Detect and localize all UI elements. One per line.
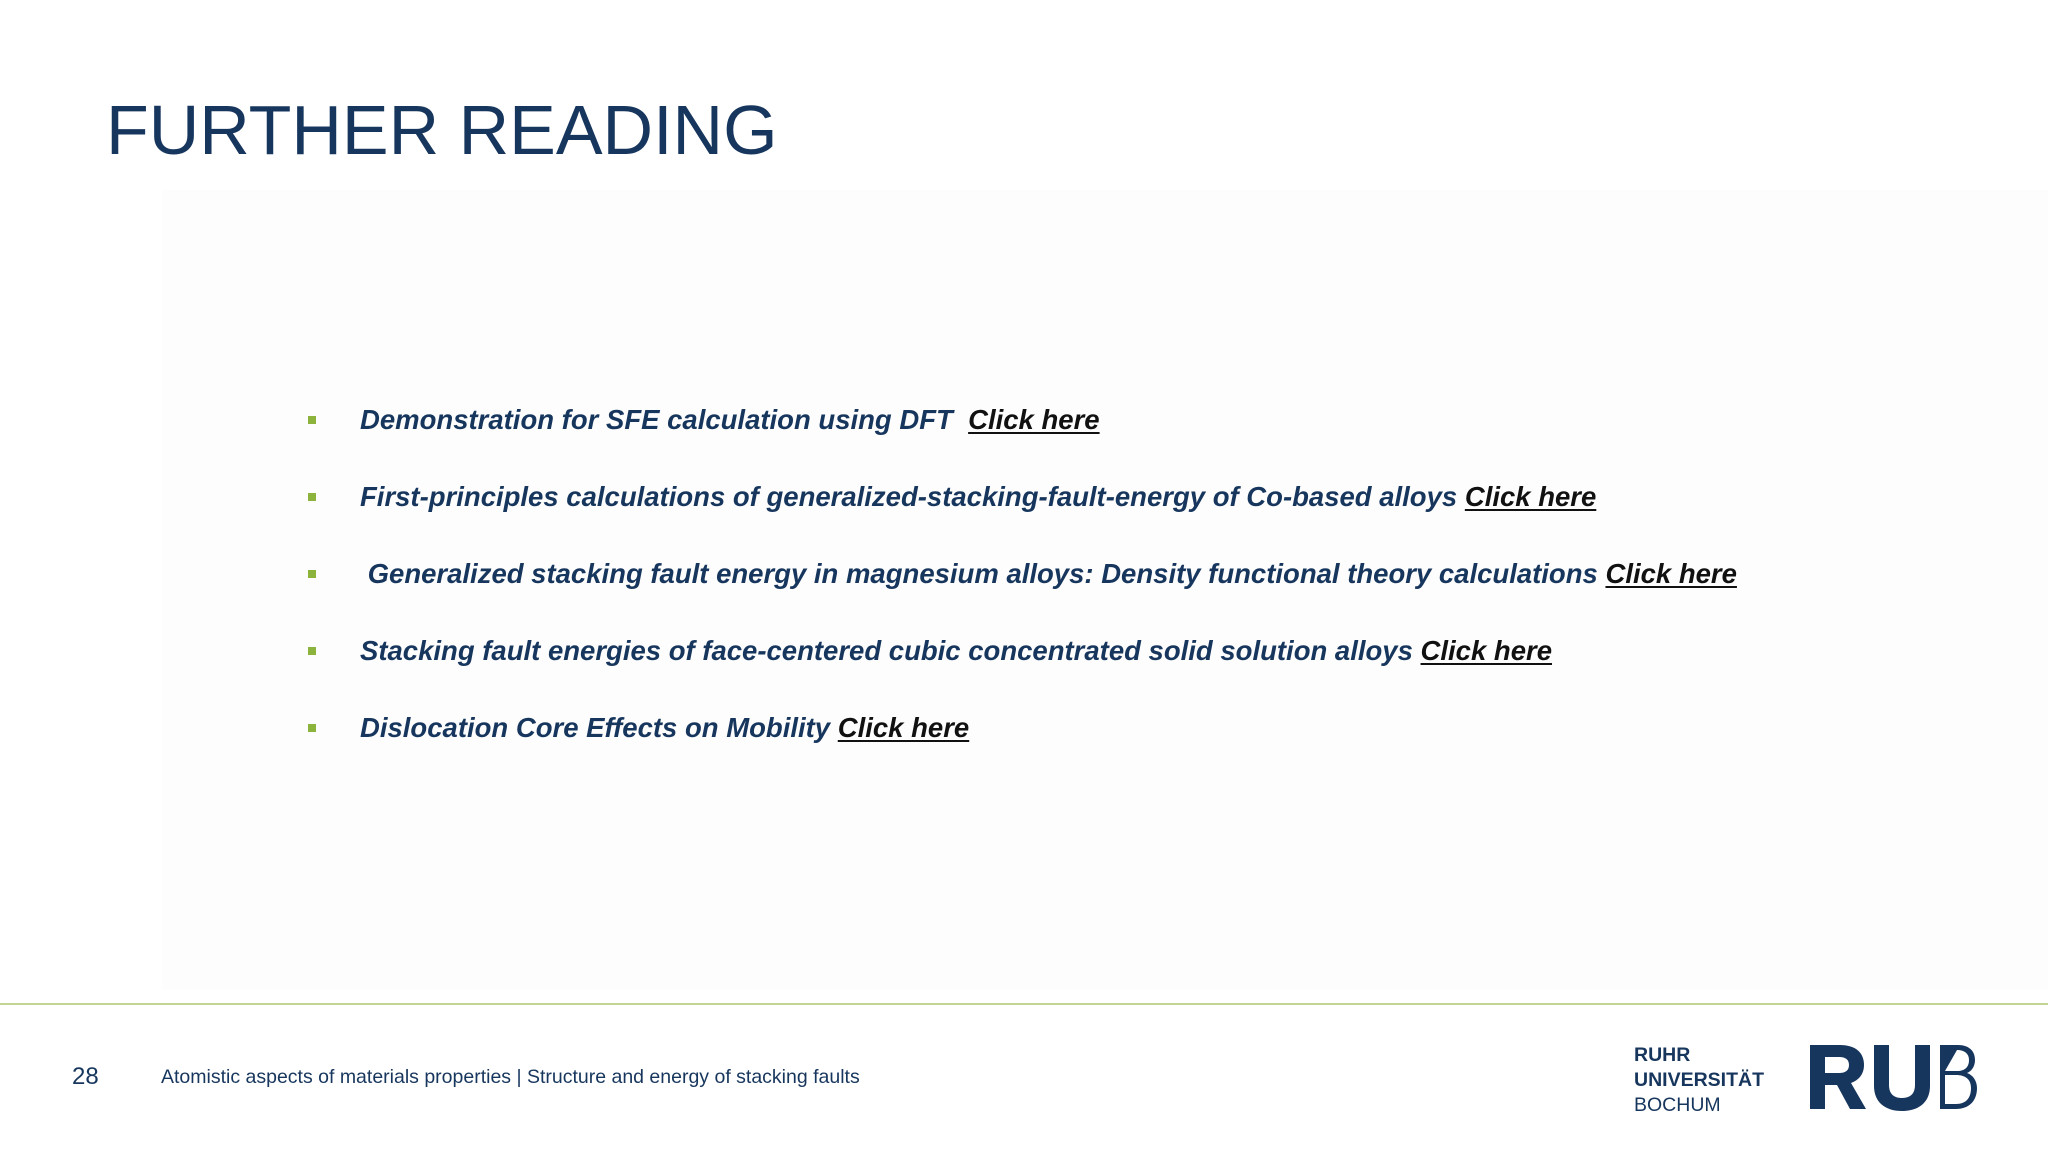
slide-title: FURTHER READING	[106, 91, 778, 169]
click-here-link[interactable]: Click here	[837, 712, 970, 743]
reading-item-label: Generalized stacking fault energy in magnesium alloys: Density functional theory calculations	[360, 558, 1606, 589]
reading-item	[308, 554, 2008, 594]
click-here-link[interactable]: Click here	[968, 404, 1100, 435]
reading-item	[308, 708, 2008, 748]
content-area	[162, 190, 2048, 990]
reading-item-text	[360, 631, 1552, 671]
reading-item-label: Dislocation Core Effects on Mobility	[360, 712, 838, 743]
reading-item	[308, 400, 2008, 440]
reading-item-label: First-principles calculations of generalized-stacking-fault-energy of Co-based alloys	[360, 481, 1465, 512]
reading-item-text	[360, 477, 1596, 517]
logo-line-universitaet: UNIVERSITÄT	[1634, 1069, 1765, 1091]
reading-item-text	[360, 554, 1737, 594]
square-bullet-icon	[308, 724, 316, 732]
square-bullet-icon	[308, 570, 316, 578]
footer-text: Atomistic aspects of materials properties | Structure and energy of stacking faults	[161, 1066, 860, 1088]
square-bullet-icon	[308, 493, 316, 501]
footer-divider	[0, 1003, 2048, 1005]
reading-item-text	[360, 708, 969, 748]
rub-logo-mark	[1806, 1041, 1978, 1113]
reading-item-label: Stacking fault energies of face-centered cubic concentrated solid solution alloys	[360, 635, 1421, 666]
click-here-link[interactable]: Click here	[1605, 558, 1737, 589]
reading-item-label: Demonstration for SFE calculation using DFT	[360, 404, 969, 435]
reading-item	[308, 477, 2008, 517]
university-logo	[1634, 1043, 1978, 1115]
click-here-link[interactable]: Click here	[1464, 481, 1597, 512]
square-bullet-icon	[308, 647, 316, 655]
reading-item-text	[360, 400, 1100, 440]
click-here-link[interactable]: Click here	[1420, 635, 1553, 666]
logo-line-bochum: BOCHUM	[1634, 1094, 1721, 1116]
page-number: 28	[72, 1063, 99, 1090]
reading-item	[308, 631, 2008, 671]
logo-wordmark	[1634, 1043, 1764, 1118]
square-bullet-icon	[308, 416, 316, 424]
logo-line-ruhr: RUHR	[1634, 1044, 1691, 1066]
